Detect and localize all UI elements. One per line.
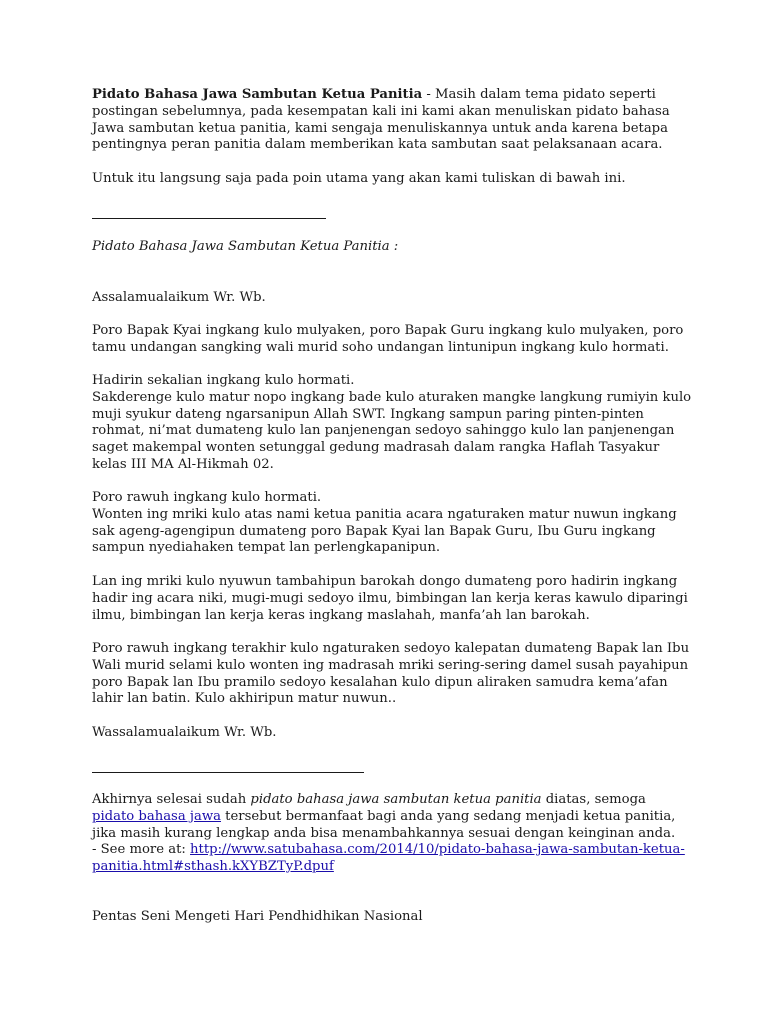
speech-paragraph-5: Poro rawuh ingkang terakhir kulo ngaturaken sedoyo kalepatan dumateng Bapak lan Ibu Wali murid selami kulo wonten ing madrasah mriki sering-sering damel susah payahipun poro Bapak lan Ibu pramilo sedoyo kesalahan kulo dipun aliraken samudra kema’afan lahir lan batin. Kulo akhiripun matur nuwun.. [92, 641, 690, 707]
closing-greeting: Wassalamualaikum Wr. Wb. [92, 725, 277, 740]
speech-paragraph-2: Hadirin sekalian ingkang kulo hormati. Sakderenge kulo matur nopo ingkang bade kulo aturaken mangke langkung rumiyin kulo muji syukur dateng ngarsanipun Allah SWT. Ingkang sampun paring pinten-pinten rohmat, ni’mat dumateng kulo lan panjenengan sedoyo sahinggo kulo lan panjenengan saget makempal wonten setunggal gedung madrasah dalam rangka Haflah Tasyakur kelas III MA Al-Hikmah 02. [92, 373, 692, 472]
intro-text: - Masih dalam tema pidato seperti postingan sebelumnya, pada kesempatan kali ini kami akan menuliskan pidato bahasa Jawa sambutan ketua panitia, kami sengaja menuliskannya untuk anda karena betapa pentingnya peran panitia dalam memberikan kata sambutan saat pelaksanaan acara. [92, 87, 670, 153]
source-url-link[interactable]: http://www.satubahasa.com/2014/10/pidato-bahasa-jawa-sambutan-ketua-panitia.html#sthash.kXYBZTyP.dpuf [92, 842, 685, 875]
greeting: Assalamualaikum Wr. Wb. [92, 290, 266, 305]
footer-paragraph: Akhirnya selesai sudah pidato bahasa jawa sambutan ketua panitia diatas, semoga pidato bahasa jawa tersebut bermanfaat bagi anda yang sedang menjadi ketua panitia, jika masih kurang lengkap anda bisa menambahkannya sesuai dengan keinginan anda. - See more at: http://www.satubahasa.com/2014/10/pidato-bahasa-jawa-sambutan-ketua-panitia.html#sthash.kXYBZTyP.dpuf [92, 792, 685, 875]
last-title: Pentas Seni Mengeti Hari Pendhidhikan Nasional [92, 909, 423, 924]
pidato-bahasa-jawa-link[interactable]: pidato bahasa jawa [92, 808, 221, 824]
lead-paragraph: Untuk itu langsung saja pada poin utama yang akan kami tuliskan di bawah ini. [92, 171, 626, 186]
speech-paragraph-3: Poro rawuh ingkang kulo hormati. Wonten ing mriki kulo atas nami ketua panitia acara ngaturaken matur nuwun ingkang sak ageng-agengipun dumateng poro Bapak Kyai lan Bapak Guru, Ibu Guru ingkang sampun nyediahaken tempat lan perlengkapanipun. [92, 490, 677, 556]
intro-paragraph [92, 87, 692, 154]
speech-heading: Pidato Bahasa Jawa Sambutan Ketua Panitia : [92, 239, 399, 254]
article-title: Pidato Bahasa Jawa Sambutan Ketua Panitia [92, 87, 423, 102]
footer-divider [92, 772, 364, 773]
speech-paragraph-4: Lan ing mriki kulo nyuwun tambahipun barokah dongo dumateng poro hadirin ingkang hadir ing acara niki, mugi-mugi sedoyo ilmu, bimbingan lan kerja keras kawulo diparingi ilmu, bimbingan lan kerja keras ingkang maslahah, manfa’ah lan barokah. [92, 574, 688, 623]
section-divider [92, 218, 326, 219]
speech-paragraph-1: Poro Bapak Kyai ingkang kulo mulyaken, poro Bapak Guru ingkang kulo mulyaken, poro tamu undangan sangking wali murid soho undangan lintunipun ingkang kulo hormati. [92, 323, 684, 355]
